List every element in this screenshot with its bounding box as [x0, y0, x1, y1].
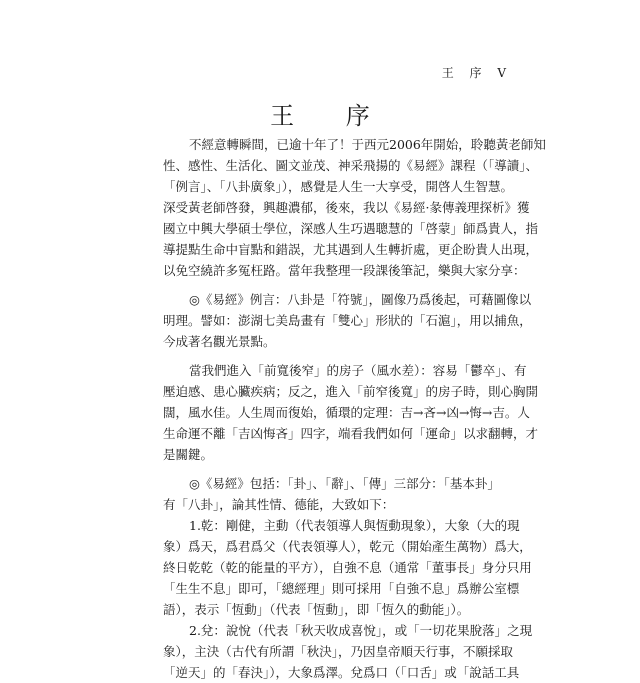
- text-line: 以免空繞許多冤枉路。當年我整理一段課後筆記，樂與大家分享：: [163, 263, 526, 278]
- running-head: 王 序 V: [441, 66, 512, 80]
- paragraph: [163, 289, 532, 352]
- text-line: 闊，風水佳。人生周而復始，循環的定理：吉→吝→凶→悔→吉。人: [163, 405, 530, 420]
- body-text: [163, 134, 546, 683]
- text-line: 國立中興大學碩士學位，深感人生巧遇聰慧的「啓蒙」師爲貴人，指: [163, 221, 539, 236]
- text-line: 今成著名觀光景點。: [163, 334, 276, 349]
- text-line: 不經意轉瞬間，已逾十年了！于西元2006年開始，聆聽黃老師知: [189, 137, 546, 152]
- page-title: 王 序: [270, 102, 392, 130]
- text-line: 有「八卦」，論其性情、德能，大致如下：: [163, 497, 395, 512]
- text-line: 語），表示「恆動」（代表「恆動」，即「恆久的動能」）。: [163, 602, 470, 617]
- text-line: 1.乾：剛健，主動（代表領導人與恆動現象），大象（大的現: [189, 518, 520, 533]
- text-line: 導提點生命中盲點和錯誤，尤其遇到人生轉折處，更企盼貴人出現，: [163, 242, 539, 257]
- paragraph: [163, 360, 539, 465]
- paragraph: [163, 134, 546, 281]
- text-line: 「例言」、「八卦廣象」），感覺是人生一大享受，開啓人生智慧。: [163, 179, 514, 194]
- text-line: ◎《易經》包括：「卦」、「辭」、「傳」三部分：「基本卦」: [189, 476, 500, 491]
- text-line: 象），主決（古代有所謂「秋決」，乃因皇帝順天行事，不願採取: [163, 644, 514, 659]
- text-line: 是關鍵。: [163, 447, 214, 462]
- paragraph: [163, 473, 533, 683]
- text-line: 「生生不息」即可，「總經理」則可採用「自強不息」爲辦公室標: [163, 581, 520, 596]
- text-line: 當我們進入「前寬後窄」的房子（風水差）：容易「鬱卒」、有: [189, 363, 527, 378]
- text-line: 明理。譬如：澎湖七美島畫有「雙心」形狀的「石滬」，用以捕魚，: [163, 313, 532, 328]
- text-line: 象）爲天，爲君爲父（代表領導人），乾元（開始產生萬物）爲大，: [163, 539, 532, 554]
- text-line: 「逆天」的「春決」），大象爲澤。兌爲口（「口舌」或「說話工具: [163, 665, 520, 680]
- text-line: 性、感性、生活化、圖文並茂、神采飛揚的《易經》課程（「導讀」、: [163, 158, 539, 173]
- text-line: 2.兌：說悅（代表「秋天收成喜悅」，或「一切花果脫落」之現: [189, 623, 533, 638]
- text-line: 終日乾乾（乾的能量的平方），自強不息（通常「董事長」身分只用: [163, 560, 532, 575]
- text-line: 壓迫感、患心臟疾病；反之，進入「前窄後寬」的房子時，則心胸開: [163, 384, 539, 399]
- text-line: 深受黃老師啓發，興趣濃郁，後來，我以《易經·彖傳義理探析》獲: [163, 200, 530, 215]
- text-line: ◎《易經》例言：八卦是「符號」，圖像乃爲後起，可藉圖像以: [189, 292, 532, 307]
- text-line: 生命運不離「吉凶悔吝」四字，端看我們如何「運命」以求翻轉，才: [163, 426, 539, 441]
